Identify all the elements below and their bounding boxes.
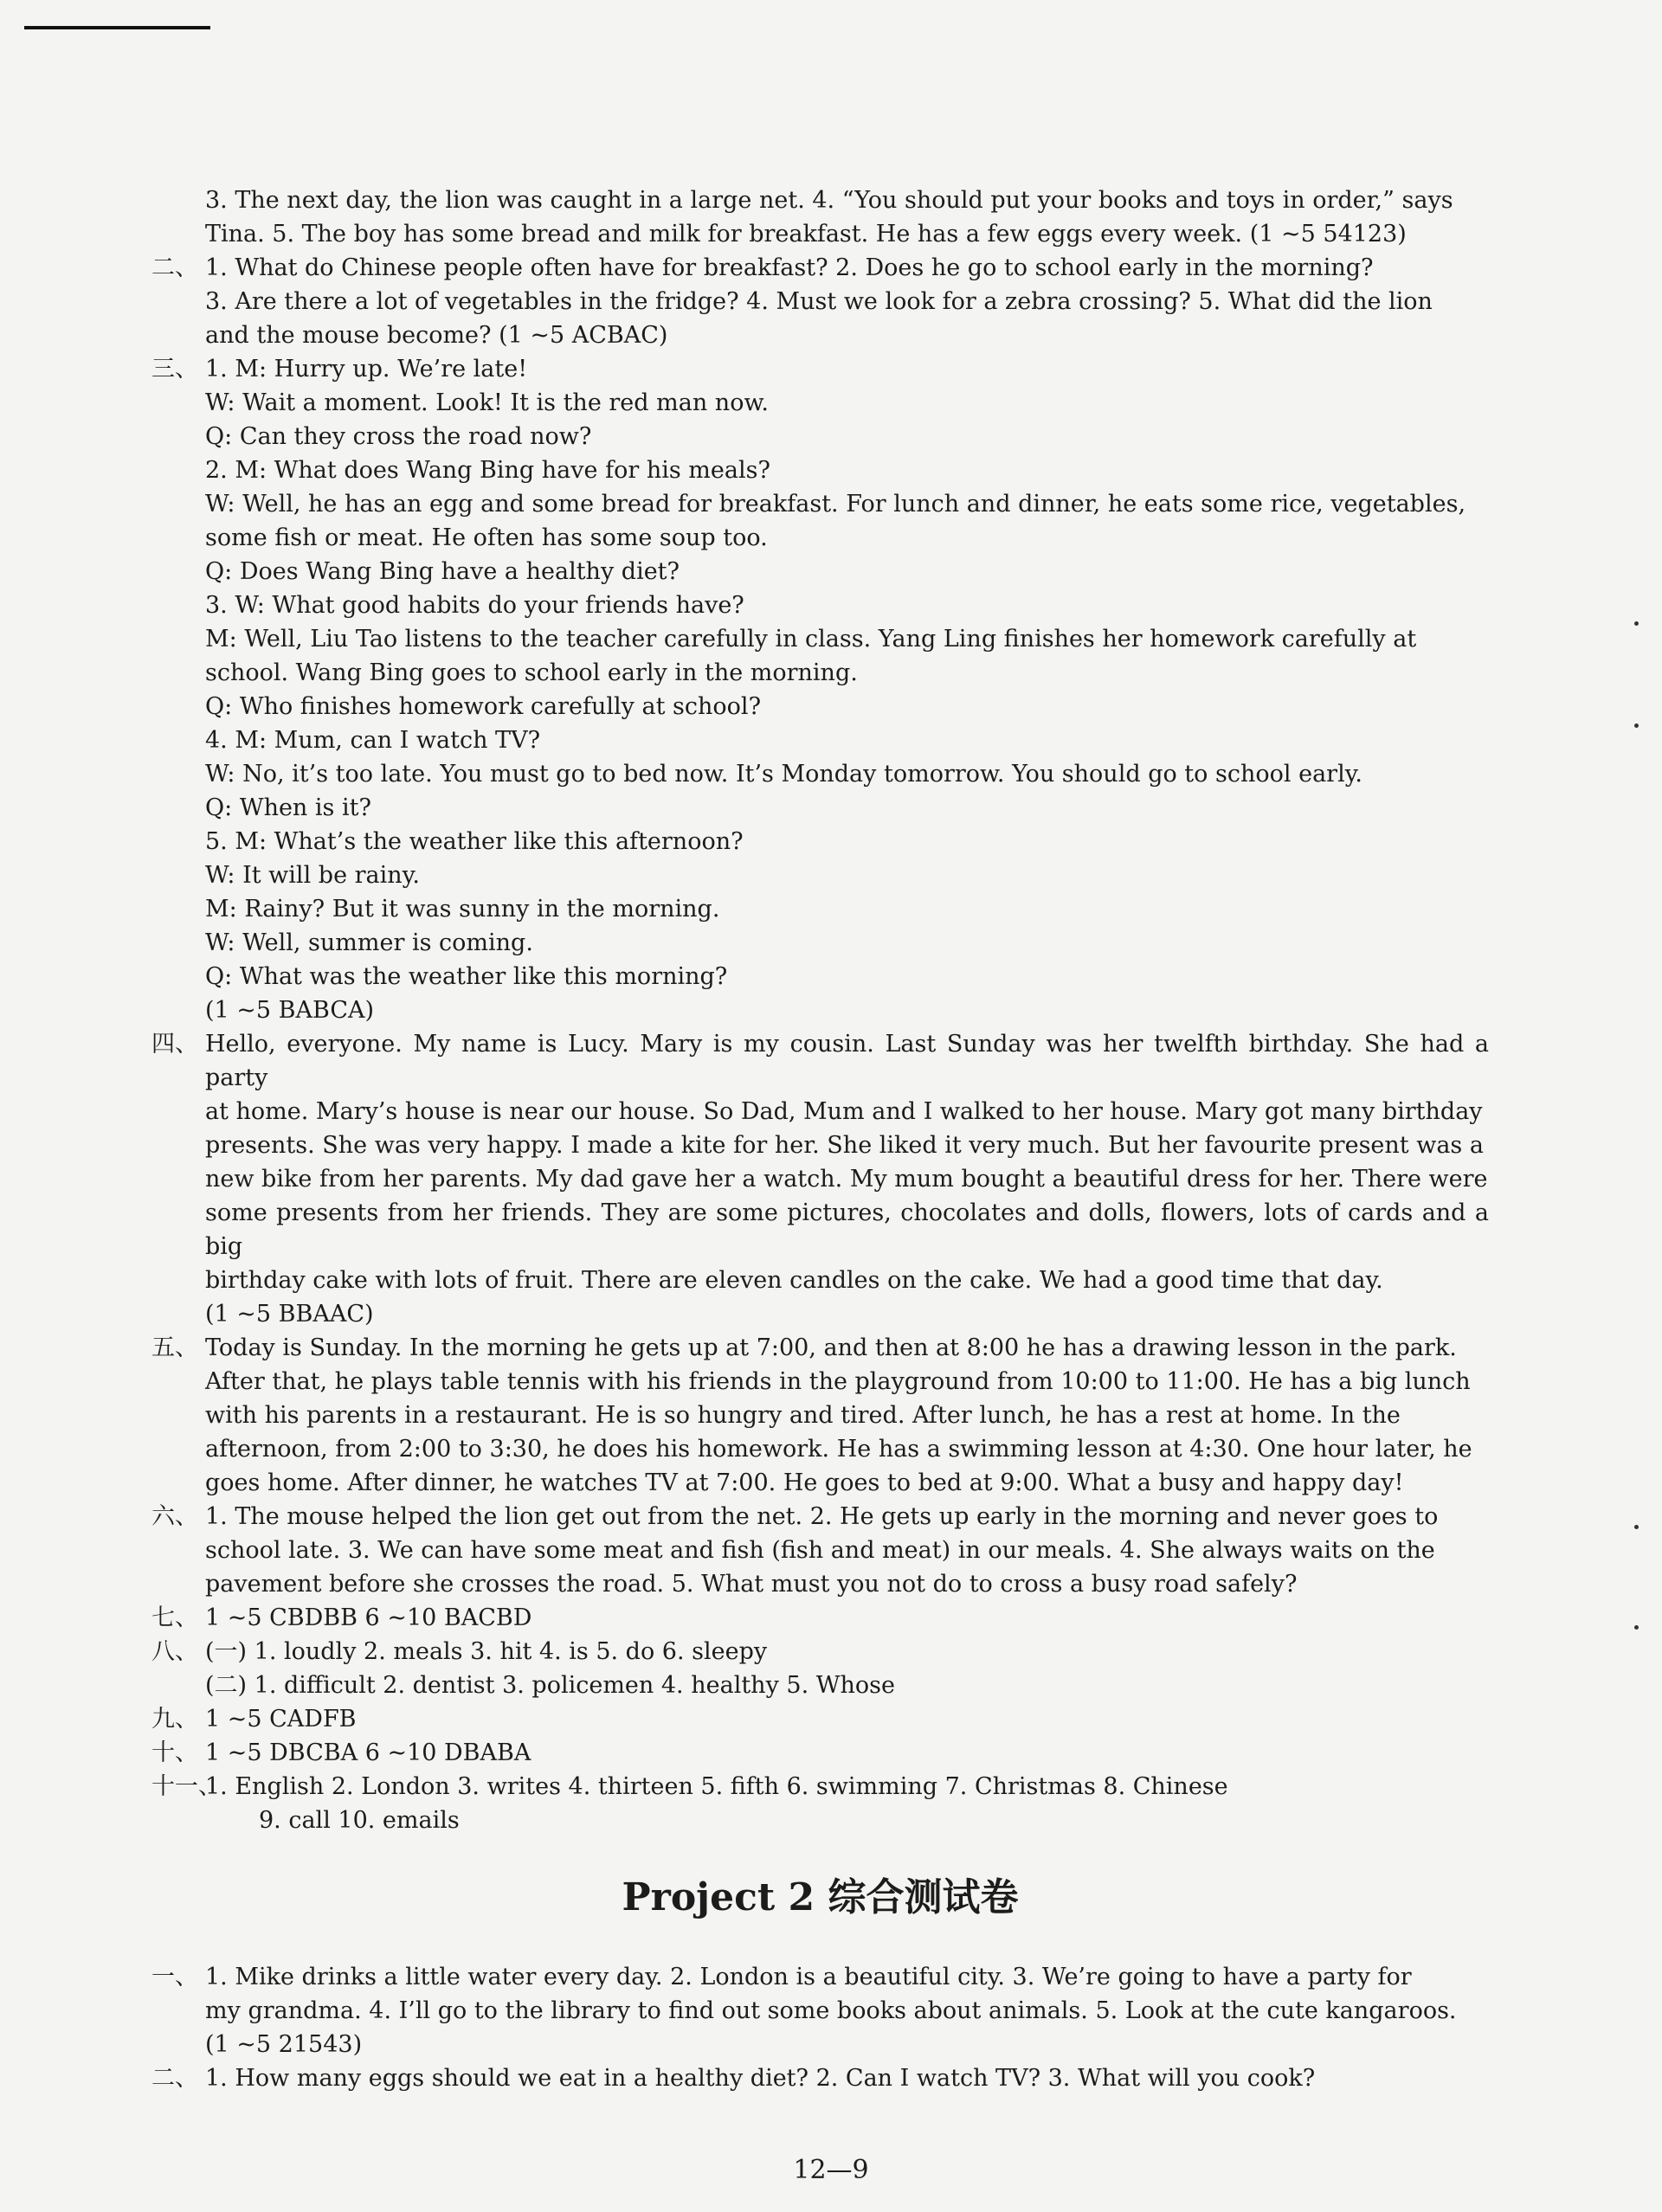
text-line: Q: Does Wang Bing have a healthy diet? xyxy=(205,558,680,585)
text-line: After that, he plays table tennis with his friends in the playground from 10:00 to 11:00. He has a big lunch xyxy=(205,1368,1471,1395)
text-line: 1. English 2. London 3. writes 4. thirteen 5. fifth 6. swimming 7. Christmas 8. Chinese xyxy=(205,1773,1228,1800)
text-line: 1. M: Hurry up. We’re late! xyxy=(205,356,528,383)
text-line: 1. The mouse helped the lion get out from the net. 2. He gets up early in the morning and never goes to xyxy=(205,1503,1439,1530)
text-line: birthday cake with lots of fruit. There are eleven candles on the cake. We had a good time that day. xyxy=(205,1267,1383,1294)
section-number: 四、 xyxy=(151,1031,198,1058)
text-line: (1 ~5 BABCA) xyxy=(205,997,375,1024)
text-line: W: It will be rainy. xyxy=(205,862,420,889)
project-section-2 xyxy=(151,2061,1489,2095)
section-5 xyxy=(151,1331,1489,1500)
answer-page xyxy=(151,183,1489,2095)
text-line: M: Rainy? But it was sunny in the morning. xyxy=(205,896,720,923)
section-number: 六、 xyxy=(151,1503,198,1530)
text-line: some fish or meat. He often has some soup too. xyxy=(205,524,768,551)
text-line: goes home. After dinner, he watches TV at 7:00. He goes to bed at 9:00. What a busy and happy day! xyxy=(205,1469,1404,1496)
text-line: Today is Sunday. In the morning he gets up at 7:00, and then at 8:00 he has a drawing lesson in the park. xyxy=(205,1334,1457,1361)
section-10 xyxy=(151,1736,1489,1770)
text-line: 4. M: Mum, can I watch TV? xyxy=(205,727,541,754)
text-line: Q: What was the weather like this morning? xyxy=(205,963,728,990)
text-line: W: Well, he has an egg and some bread for breakfast. For lunch and dinner, he eats some rice, vegetables, xyxy=(205,491,1466,518)
text-line: M: Well, Liu Tao listens to the teacher carefully in class. Yang Ling finishes her homework carefully at xyxy=(205,626,1417,653)
scan-speck xyxy=(1634,1525,1639,1529)
text-line: Q: Can they cross the road now? xyxy=(205,423,592,450)
top-rule xyxy=(24,26,210,29)
text-line: 1 ~5 CADFB xyxy=(205,1706,357,1733)
text-line: W: Wait a moment. Look! It is the red man now. xyxy=(205,389,769,416)
section-6 xyxy=(151,1500,1489,1601)
text-line: Q: Who finishes homework carefully at school? xyxy=(205,693,762,720)
text-line: afternoon, from 2:00 to 3:30, he does his homework. He has a swimming lesson at 4:30. One hour later, he xyxy=(205,1436,1472,1463)
text-line: at home. Mary’s house is near our house. So Dad, Mum and I walked to her house. Mary got many birthday xyxy=(205,1098,1483,1125)
section-number: 十、 xyxy=(151,1739,198,1766)
text-line: 1. How many eggs should we eat in a healthy diet? 2. Can I watch TV? 3. What will you cook? xyxy=(205,2065,1316,2092)
section-number: 八、 xyxy=(151,1638,198,1665)
text-line: (二) 1. difficult 2. dentist 3. policemen 4. healthy 5. Whose xyxy=(205,1672,895,1699)
text-line: new bike from her parents. My dad gave her a watch. My mum bought a beautiful dress for her. There were xyxy=(205,1166,1488,1193)
text-line: presents. She was very happy. I made a kite for her. She liked it very much. But her favourite present was a xyxy=(205,1132,1484,1159)
section-7 xyxy=(151,1601,1489,1635)
text-line: pavement before she crosses the road. 5. What must you not do to cross a busy road safely? xyxy=(205,1571,1298,1598)
text-line: Hello, everyone. My name is Lucy. Mary is my cousin. Last Sunday was her twelfth birthday. She had a party xyxy=(205,1031,1489,1091)
text-line: 5. M: What’s the weather like this afternoon? xyxy=(205,828,744,855)
section-8 xyxy=(151,1635,1489,1702)
text-line: (1 ~5 21543) xyxy=(205,2031,363,2058)
text-line: 3. The next day, the lion was caught in a large net. 4. “You should put your books and toys in order,” says xyxy=(205,187,1453,214)
text-line: 1. Mike drinks a little water every day. 2. London is a beautiful city. 3. We’re going to have a party for xyxy=(205,1964,1412,1990)
text-line: school late. 3. We can have some meat and fish (fish and meat) in our meals. 4. She always waits on the xyxy=(205,1537,1435,1564)
text-line: (一) 1. loudly 2. meals 3. hit 4. is 5. do 6. sleepy xyxy=(205,1638,768,1665)
section-number: 三、 xyxy=(151,356,198,383)
section-9 xyxy=(151,1702,1489,1736)
text-line: Q: When is it? xyxy=(205,794,371,821)
section-number: 二、 xyxy=(151,2065,198,2092)
section-number: 十一、 xyxy=(151,1773,222,1800)
scan-speck xyxy=(1634,1625,1639,1630)
section-number: 五、 xyxy=(151,1334,198,1361)
section-4 xyxy=(151,1027,1489,1331)
section-number: 九、 xyxy=(151,1706,198,1733)
text-line: some presents from her friends. They are some pictures, chocolates and dolls, flowers, lots of cards and a big xyxy=(205,1199,1489,1260)
text-line: W: No, it’s too late. You must go to bed now. It’s Monday tomorrow. You should go to school early. xyxy=(205,761,1362,788)
text-line: W: Well, summer is coming. xyxy=(205,929,533,956)
project-section-1 xyxy=(151,1960,1489,2061)
text-line: 1. What do Chinese people often have for breakfast? 2. Does he go to school early in the morning? xyxy=(205,254,1374,281)
scan-speck xyxy=(1634,621,1639,626)
section-number: 七、 xyxy=(151,1604,198,1631)
section-number: 一、 xyxy=(151,1964,198,1990)
section-11 xyxy=(151,1770,1489,1837)
project-title: Project 2 综合测试卷 xyxy=(622,1875,1019,1919)
text-line: 3. W: What good habits do your friends have? xyxy=(205,592,744,619)
text-line: and the mouse become? (1 ~5 ACBAC) xyxy=(205,322,668,349)
text-line: with his parents in a restaurant. He is so hungry and tired. After lunch, he has a rest at home. In the xyxy=(205,1402,1401,1429)
page-number: 12—9 xyxy=(793,2155,869,2185)
text-line: Tina. 5. The boy has some bread and milk for breakfast. He has a few eggs every week. (1 ~5 54123) xyxy=(205,221,1407,248)
text-line: 9. call 10. emails xyxy=(259,1807,460,1834)
section-2 xyxy=(151,251,1489,352)
text-line: (1 ~5 BBAAC) xyxy=(205,1301,374,1328)
text-line: my grandma. 4. I’ll go to the library to find out some books about animals. 5. Look at the cute kangaroos. xyxy=(205,1997,1457,2024)
text-line: 1 ~5 DBCBA 6 ~10 DBABA xyxy=(205,1739,531,1766)
text-line: 1 ~5 CBDBB 6 ~10 BACBD xyxy=(205,1604,532,1631)
text-line: 2. M: What does Wang Bing have for his meals? xyxy=(205,457,770,484)
text-line: 3. Are there a lot of vegetables in the fridge? 4. Must we look for a zebra crossing? 5. What did the lion xyxy=(205,288,1433,315)
section-1-continued xyxy=(151,183,1489,251)
section-3 xyxy=(151,352,1489,1027)
text-line: school. Wang Bing goes to school early in the morning. xyxy=(205,659,858,686)
scan-speck xyxy=(1634,723,1639,728)
section-number: 二、 xyxy=(151,254,198,281)
